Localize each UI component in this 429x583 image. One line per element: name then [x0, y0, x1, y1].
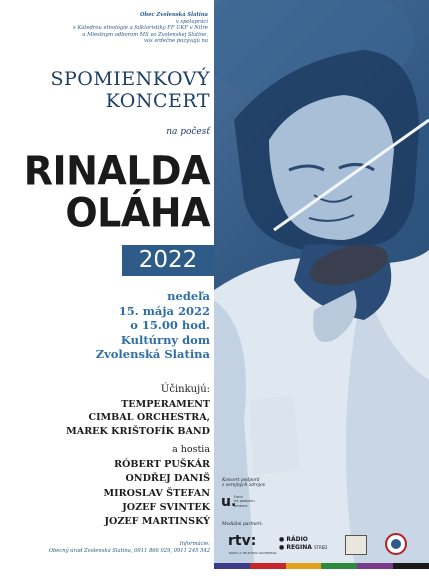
info-label: Informácie: [179, 541, 210, 547]
color-strip-segment [214, 563, 250, 569]
color-strip [214, 563, 429, 569]
event-time: o 15.00 hod. [130, 318, 210, 332]
intro-line-3: s Katedrou etnológie a folkloristiky FF UKF v Nitre [73, 25, 208, 32]
honoree-name [18, 147, 210, 237]
radio-logo-line: ● RÁDIO [279, 536, 308, 543]
funding-label-line-2: z verejných zdrojov [222, 483, 266, 489]
performers-list [18, 398, 210, 438]
intro-line-1: Obec Zvolenská Slatina [140, 12, 208, 18]
radio-logo-sub: STRED [313, 545, 328, 550]
event-date: 15. mája 2022 [118, 303, 210, 318]
year-badge: 2022 [122, 245, 214, 276]
guests-label: a hostia [172, 444, 210, 455]
event-title-line-2: KONCERT [105, 90, 210, 112]
guest-name: RÓBERT PUŠKÁR [114, 459, 210, 470]
event-subtitle: na počesť [166, 127, 210, 137]
event-title [18, 68, 210, 112]
performer-line: MAREK KRIŠTOFÍK BAND [66, 425, 210, 437]
fpu-logo-text-line: umenia [234, 503, 248, 508]
info-text: Obecný úrad Zvolenská Slatina, 0911 866 029, 0911 245 542 [48, 547, 210, 554]
color-strip-segment [357, 563, 393, 569]
event-venue-1: Kultúrny dom [120, 332, 210, 347]
color-strip-segment [250, 563, 286, 569]
color-strip-segment [286, 563, 322, 569]
guest-name: JOZEF MARTINSKÝ [104, 516, 210, 528]
partner-seal-logo [385, 533, 407, 555]
rtvs-logo: rtv: [228, 533, 257, 549]
event-title-line-1: SPOMIENKOVÝ [50, 68, 210, 90]
info-block [18, 541, 210, 555]
funding-label-line-1: Koncert podporil [222, 478, 260, 483]
event-venue-2: Zvolenská Slatina [95, 347, 210, 361]
fpu-logo-text-line: na podporu [234, 499, 255, 504]
guest-name: MIROSLAV ŠTEFAN [103, 487, 210, 499]
color-strip-segment [321, 563, 357, 569]
performer-line: TEMPERAMENT [121, 399, 210, 410]
fpu-logo-text [234, 495, 255, 508]
fpu-logo: u. [221, 494, 237, 510]
intro-text [30, 12, 208, 45]
intro-line-2: v spolupráci [175, 18, 208, 25]
guest-name: JOZEF SVINTEK [122, 501, 210, 513]
performer-line: CIMBAL ORCHESTRA, [88, 412, 210, 424]
performers-label: Účinkujú: [160, 384, 210, 395]
rtvs-logo-text: RADIO A TELEVÍZIA SLOVENSKA [229, 551, 277, 555]
radio-logo-word: RÁDIO [286, 536, 308, 543]
fpu-logo-text-line: Fond [234, 495, 243, 499]
radio-logo-word: REGINA [286, 544, 312, 551]
intro-line-5: vás srdečne pozývajú na [144, 38, 208, 45]
honoree-first-name: RINALDA [23, 147, 210, 195]
radio-logo-line: ● REGINA STRED [279, 544, 328, 551]
guests-list [18, 458, 210, 529]
funding-label [222, 478, 265, 488]
event-details [18, 289, 210, 362]
media-partners-label: Mediálni partneri: [222, 522, 263, 527]
radio-regina-logo [279, 536, 327, 552]
color-strip-segment [393, 563, 429, 569]
intro-line-4: a Miestnym odborom MS vo Zvolenskej Slatine, [82, 31, 208, 38]
partner-logo [345, 535, 367, 555]
honoree-last-name: OLÁHA [65, 189, 210, 237]
event-day: nedeľa [167, 289, 210, 303]
guest-name: ONDŘEJ DANIŠ [125, 473, 210, 485]
